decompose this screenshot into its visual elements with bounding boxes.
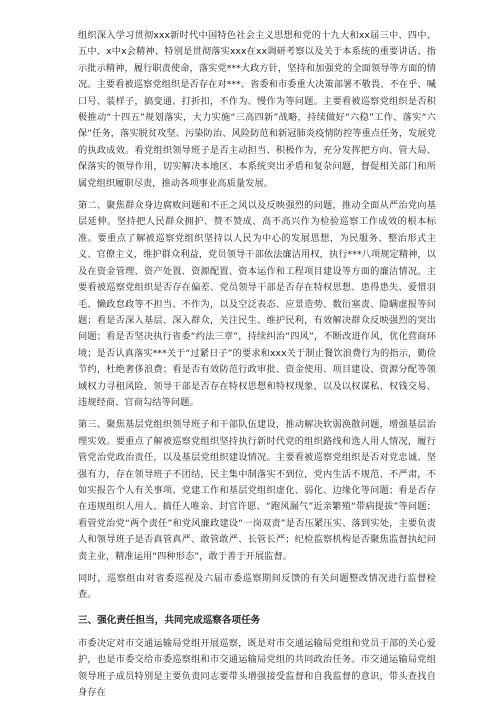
section-heading: 三、强化责任担当，共同完成巡察各项任务	[78, 614, 261, 626]
paragraph-4: 同时，巡察组由对省委巡视及六届市委巡察期间反馈的有关问题整改情况进行监督检查。	[78, 573, 436, 601]
paragraph-1: 组织深入学习贯彻xxx新时代中国特色社会主义思想和党的十九大和xx届三中、四中、五中、x中x会精神、特别是贯彻落实xxx在xx调研考察以及关于本系统的重要讲话、指示批示精神，履行职责使命，落实党***大政方针，坚持和加强党的全面领导等方面的情况。主要看被巡察党组织是否存在对***、省委和市委重大决策部署不敬畏、不在乎、喊口号、装样子，搞变通、打折扣，不作为、慢作为等问题。主要看被巡察党组织是否积极推动“十四五”规划落实，大力实施“三高四新”战略，持续做好“六稳”工作、落实“六保”任务，落实脱贫攻坚、污染防治、风险防范和新冠肺炎疫情防控等重点任务，发展党的执政成效。看党组织领导班子是否主动担当、积极作为，充分发挥把方向、管大局、保落实的领导作用，切实解决本地区、本系统突出矛盾和复杂问题，督促相关部门和所属党组织履职尽责，推动各项事业高质量发展。	[78, 30, 436, 189]
paragraph-3: 第三、聚焦基层党组织领导班子和干部队伍建设，推动解决软弱涣散问题，增强基层治理实效。要重点了解被巡察党组织坚持执行新时代党的组织路线和选人用人情况，履行管党治党政治责任，以及基层党组织建设情况。主要看被巡察党组织是否对党忠诚、坚强有力，存在领导班子不团结，民主集中制落实不到位，党内生活不规范、不严肃，不如实报告个人有关事项、党建工作和基层党组织虚化、弱化、边缘化等问题；看是否存在违规组织人用人、搞任人唯亲、封官许愿、“跑风漏气”近亲繁殖“带病提拔”等问题；看管党治党“两个责任”和党风廉政建设“一岗双责”是否压紧压实、落到实处，主要负责人和领导班子是否真管真严、敢管敢严、长管长严；纪检监察机构是否聚焦监督执纪问责主业，精准运用“四种形态”，敢于善于开展监督。	[78, 419, 436, 562]
paragraph-2: 第二、聚焦群众身边腐败问题和不正之风以及反映强烈的问题，推动全面从严治党向基层延伸。坚持把人民群众拥护、赞不赞成、高不高兴作为检验巡察工作成效的根本标准。要重点了解被巡察党组织坚持以人民为中心的发展思想，为民服务、整治形式主义、官僚主义，维护群众利益，党员领导干部依法廉洁用权，执行***八项规定精神，以及在资金管理、资产处置、资源配置、资本运作和工程项目建设等方面的廉洁情况。主要看被巡察党组织是否存在偏差、党员领导干部是否存在特权思想、患得患失、爱惜羽毛、懒政怠政等不担当、不作为，以及空泛表态、应景造势、数衍塞责、隐瞒虚报等问题；看是否深入基层、深入群众，关注民生、维护民利，有效解决群众反映强烈的突出问题；看是否坚决执行省委“约法三章”，持续纠治“四风”，不断改进作风，优化营商环境；是否认真落实***关于“过紧日子”的要求和xxx关于制止餐饮浪费行为的指示，勤俭节约，杜绝奢侈浪费；看是否有效防范行政审批、资金使用、项目建设、资源分配等领域权力寻租风险，领导干部是否存在特权思想和特权现象，以及以权谋私、权钱交易、违规经商、官商勾结等问题。	[78, 200, 436, 408]
paragraph-5: 市委决定对市交通运输局党组开展巡察，既是对市交通运输局党组和党员干部的关心爱护，也是市委交给市委巡察组和市交通运输局党组的共同政治任务。市交通运输局党组领导班子成员特别是主要负责同志要带头增强接受监督和自我监督的意识，带头查找自身存在	[78, 637, 436, 699]
